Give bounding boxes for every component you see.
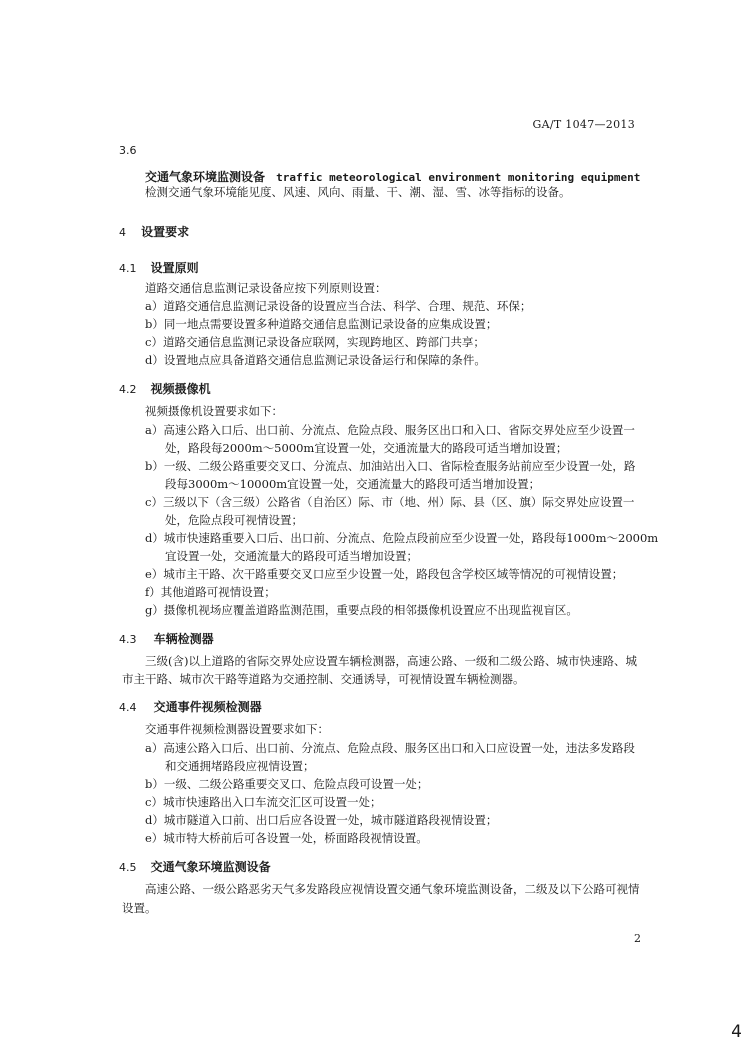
term-line [145, 166, 640, 185]
section-4-1-title: 设置原则 [150, 261, 199, 275]
section-4-3-heading [119, 628, 214, 647]
list-line: 处，危险点段可视情设置； [165, 513, 303, 527]
section-4-4-heading [119, 696, 262, 715]
section-4-3-number: 4.3 [119, 633, 137, 646]
section-4-5-number: 4.5 [119, 861, 137, 874]
section-4-4-title: 交通事件视频检测器 [153, 700, 262, 714]
page-number: 2 [634, 932, 641, 945]
section-4-heading [119, 221, 189, 240]
section-4-5-title: 交通气象环境监测设备 [150, 860, 271, 874]
list-item: a）道路交通信息监测记录设备的设置应当合法、科学、合理、规范、环保； [145, 299, 532, 313]
section-4-2-title: 视频摄像机 [150, 382, 211, 396]
term-definition: 检测交通气象环境能见度、风速、风向、雨量、干、潮、湿、雪、冰等指标的设备。 [145, 185, 571, 199]
list-line: 和交通拥堵路段应视情设置； [165, 759, 315, 773]
paragraph-line: 设置。 [122, 901, 157, 915]
list-line: 宜设置一处，交通流量大的路段可适当增加设置； [165, 549, 418, 563]
section-4-2-intro: 视频摄像机设置要求如下： [145, 404, 283, 418]
section-4-1-intro: 道路交通信息监测记录设备应按下列原则设置： [145, 281, 387, 295]
list-line: e）城市特大桥前后可各设置一处，桥面路段视情设置。 [145, 831, 428, 845]
section-4-number: 4 [119, 226, 126, 239]
section-4-title: 设置要求 [141, 225, 190, 239]
section-4-1-heading [119, 257, 199, 276]
list-line: a）高速公路入口后、出口前、分流点、危险点段、服务区出口和入口、省际交界处应至少设置一 [145, 423, 635, 437]
list-line: g）摄像机视场应覆盖道路监测范围，重要点段的相邻摄像机设置应不出现监视盲区。 [145, 603, 578, 617]
list-line: e）城市主干路、次干路重要交叉口应至少设置一处，路段包含学校区域等情况的可视情设置； [145, 567, 624, 581]
section-4-4-number: 4.4 [119, 701, 137, 714]
paragraph-line: 三级(含)以上道路的省际交界处应设置车辆检测器，高速公路、一级和二级公路、城市快速路、城 [145, 654, 637, 668]
list-line: f）其他道路可视情设置； [145, 585, 276, 599]
list-item: c）道路交通信息监测记录设备应联网，实现跨地区、跨部门共享； [145, 335, 485, 349]
term-chinese: 交通气象环境监测设备 [145, 170, 266, 184]
list-line: d）城市快速路重要入口后、出口前、分流点、危险点段前应至少设置一处，路段每1000m～2000m [145, 531, 659, 545]
list-line: a）高速公路入口后、出口前、分流点、危险点段、服务区出口和入口应设置一处，违法多发路段 [145, 741, 635, 755]
list-line: b）一级、二级公路重要交叉口、危险点段可设置一处； [145, 777, 429, 791]
list-line: c）三级以下（含三级）公路省（自治区）际、市（地、州）际、县（区、旗）际交界处应设置一 [145, 495, 635, 509]
list-line: c）城市快速路出入口车流交汇区可设置一处； [145, 795, 382, 809]
corner-page-number: 4 [731, 1022, 742, 1042]
section-4-5-heading [119, 856, 271, 875]
section-3-6-number: 3.6 [119, 144, 137, 157]
list-line: 处，路段每2000m～5000m宜设置一处，交通流量大的路段可适当增加设置； [165, 441, 568, 455]
list-line: d）城市隧道入口前、出口后应各设置一处，城市隧道路段视情设置； [145, 813, 498, 827]
list-line: b）一级、二级公路重要交叉口、分流点、加油站出入口、省际检查服务站前应至少设置一处，路 [145, 459, 636, 473]
paragraph-line: 高速公路、一级公路恶劣天气多发路段应视情设置交通气象环境监测设备，二级及以下公路可视情 [145, 882, 640, 896]
section-4-2-number: 4.2 [119, 383, 137, 396]
section-4-1-number: 4.1 [119, 262, 137, 275]
paragraph-line: 市主干路、城市次干路等道路为交通控制、交通诱导，可视情设置车辆检测器。 [122, 672, 525, 686]
standard-code: GA/T 1047—2013 [532, 118, 635, 131]
section-4-3-title: 车辆检测器 [153, 632, 214, 646]
section-4-2-heading [119, 378, 211, 397]
term-english: traffic meteorological environment monitoring equipment [276, 171, 641, 184]
list-item: d）设置地点应具备道路交通信息监测记录设备运行和保障的条件。 [145, 353, 486, 367]
list-item: b）同一地点需要设置多种道路交通信息监测记录设备的应集成设置； [145, 317, 498, 331]
list-line: 段每3000m～10000m宜设置一处，交通流量大的路段可适当增加设置； [165, 477, 541, 491]
section-4-4-intro: 交通事件视频检测器设置要求如下： [145, 722, 329, 736]
